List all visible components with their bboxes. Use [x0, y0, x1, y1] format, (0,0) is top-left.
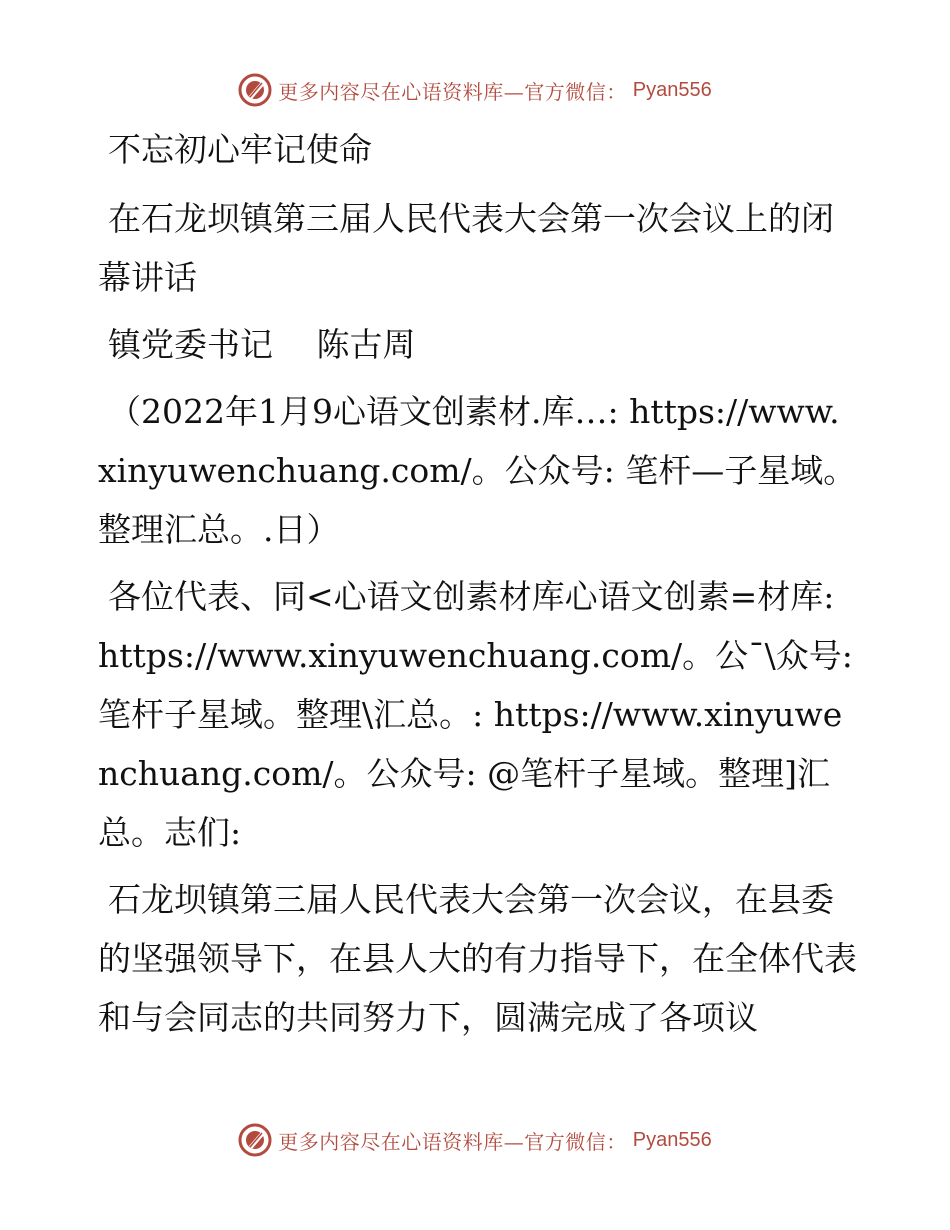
footer-watermark	[0, 1120, 950, 1160]
pen-logo-icon	[238, 73, 272, 107]
document-paragraph: 石龙坝镇第三届人民代表大会第一次会议，在县委的坚强领导下，在县人大的有力指导下，在全体代表和与会同志的共同努力下，圆满完成了各项议	[98, 880, 857, 1037]
header-watermark	[0, 70, 950, 110]
document-author: 镇党委书记 陈古周	[108, 325, 416, 364]
watermark-wechat-id: Pyan556	[632, 78, 712, 101]
document-title: 在石龙坝镇第三届人民代表大会第一次会议上的闭幕讲话	[98, 199, 834, 297]
document-date-line: （2022年1月9心语文创素材.库…: https://www.xinyuwenchuang.com/。公众号: 笔杆—子星域。整理汇总。.日）	[98, 392, 857, 549]
document-body	[98, 120, 858, 1047]
document-heading: 不忘初心牢记使命	[108, 130, 372, 169]
watermark-text: 更多内容尽在心语资料库—官方微信：	[278, 1129, 627, 1154]
document-salutation: 各位代表、同<心语文创素材库心语文创素=材库: https://www.xinyuwenchuang.com/。公¯\众号: 笔杆子星域。整理\汇总。: https://www.xinyuwenchuang.com/。公众号: @笔杆子星域。整理]汇总。志们:	[98, 577, 853, 852]
watermark-text: 更多内容尽在心语资料库—官方微信：	[278, 79, 627, 104]
watermark-wechat-id: Pyan556	[632, 1128, 712, 1151]
pen-logo-icon	[238, 1123, 272, 1157]
